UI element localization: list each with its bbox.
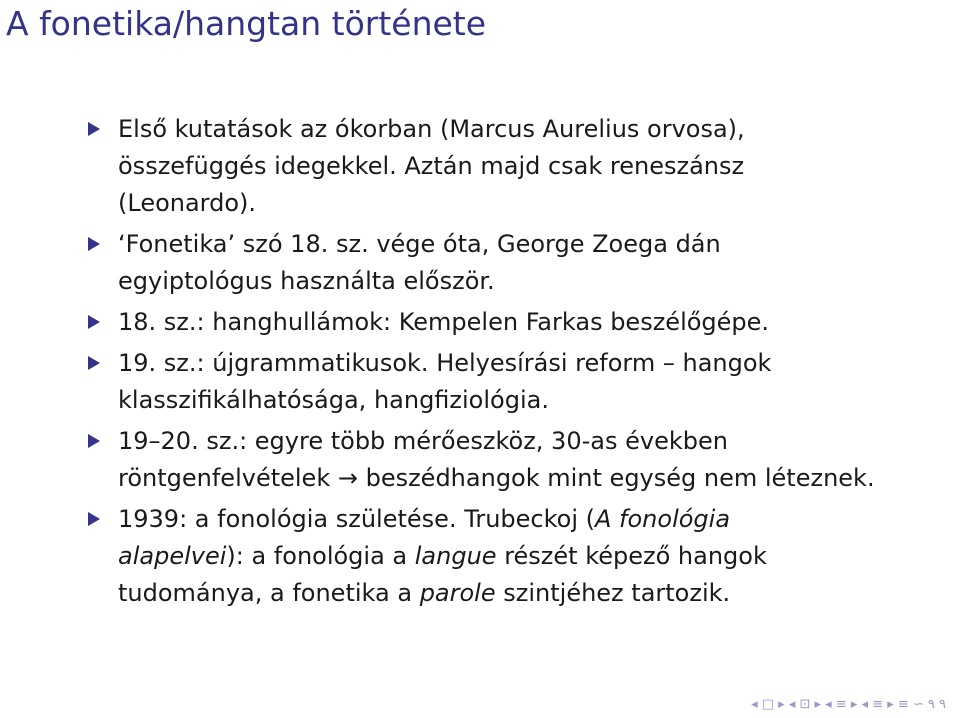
term-langue: langue: [414, 542, 497, 570]
item-line: klasszifikálhatósága, hangfiziológia.: [118, 386, 549, 414]
list-item: [88, 423, 948, 497]
item-line: [118, 575, 948, 612]
item-line: [118, 538, 948, 575]
list-item: [88, 304, 948, 341]
item-line: egyiptológus használta először.: [118, 267, 495, 295]
item-line: röntgenfelvételek → beszédhangok mint egység nem léteznek.: [118, 464, 875, 492]
item-line: [118, 501, 948, 538]
triangle-bullet-icon: [88, 512, 100, 526]
beamer-navigation-icons[interactable]: ◂ □ ▸ ◂ ⊡ ▸ ◂ ≡ ▸ ◂ ≡ ▸ ≡ ∽ ۹ ۹: [751, 697, 946, 712]
item-line: ‘Fonetika’ szó 18. sz. vége óta, George Zoega dán: [118, 230, 721, 258]
list-item: [88, 226, 948, 300]
text-run: 1939: a fonológia születése. Trubeckoj (: [118, 505, 595, 533]
item-line: összefüggés idegekkel. Aztán majd csak reneszánsz: [118, 152, 745, 180]
list-item: [88, 111, 948, 222]
list-item: [88, 501, 948, 612]
triangle-bullet-icon: [88, 356, 100, 370]
text-run: részét képező hangok: [496, 542, 767, 570]
book-title-part: A fonológia: [595, 505, 731, 533]
slide-title: A fonetika/hangtan története: [6, 4, 487, 43]
triangle-bullet-icon: [88, 315, 100, 329]
item-line: (Leonardo).: [118, 189, 257, 217]
triangle-bullet-icon: [88, 122, 100, 136]
term-parole: parole: [419, 579, 496, 607]
item-line: 19–20. sz.: egyre több mérőeszköz, 30-as években: [118, 427, 728, 455]
list-item: [88, 345, 948, 419]
book-title-part: alapelvei: [118, 542, 227, 570]
triangle-bullet-icon: [88, 434, 100, 448]
bullet-list: [88, 111, 948, 616]
item-line: Első kutatások az ókorban (Marcus Aurelius orvosa),: [118, 115, 745, 143]
item-line: 18. sz.: hanghullámok: Kempelen Farkas beszélőgépe.: [118, 308, 770, 336]
text-run: tudománya, a fonetika a: [118, 579, 420, 607]
item-line: 19. sz.: újgrammatikusok. Helyesírási reform – hangok: [118, 349, 772, 377]
triangle-bullet-icon: [88, 237, 100, 251]
text-run: ): a fonológia a: [226, 542, 415, 570]
text-run: szintjéhez tartozik.: [495, 579, 731, 607]
